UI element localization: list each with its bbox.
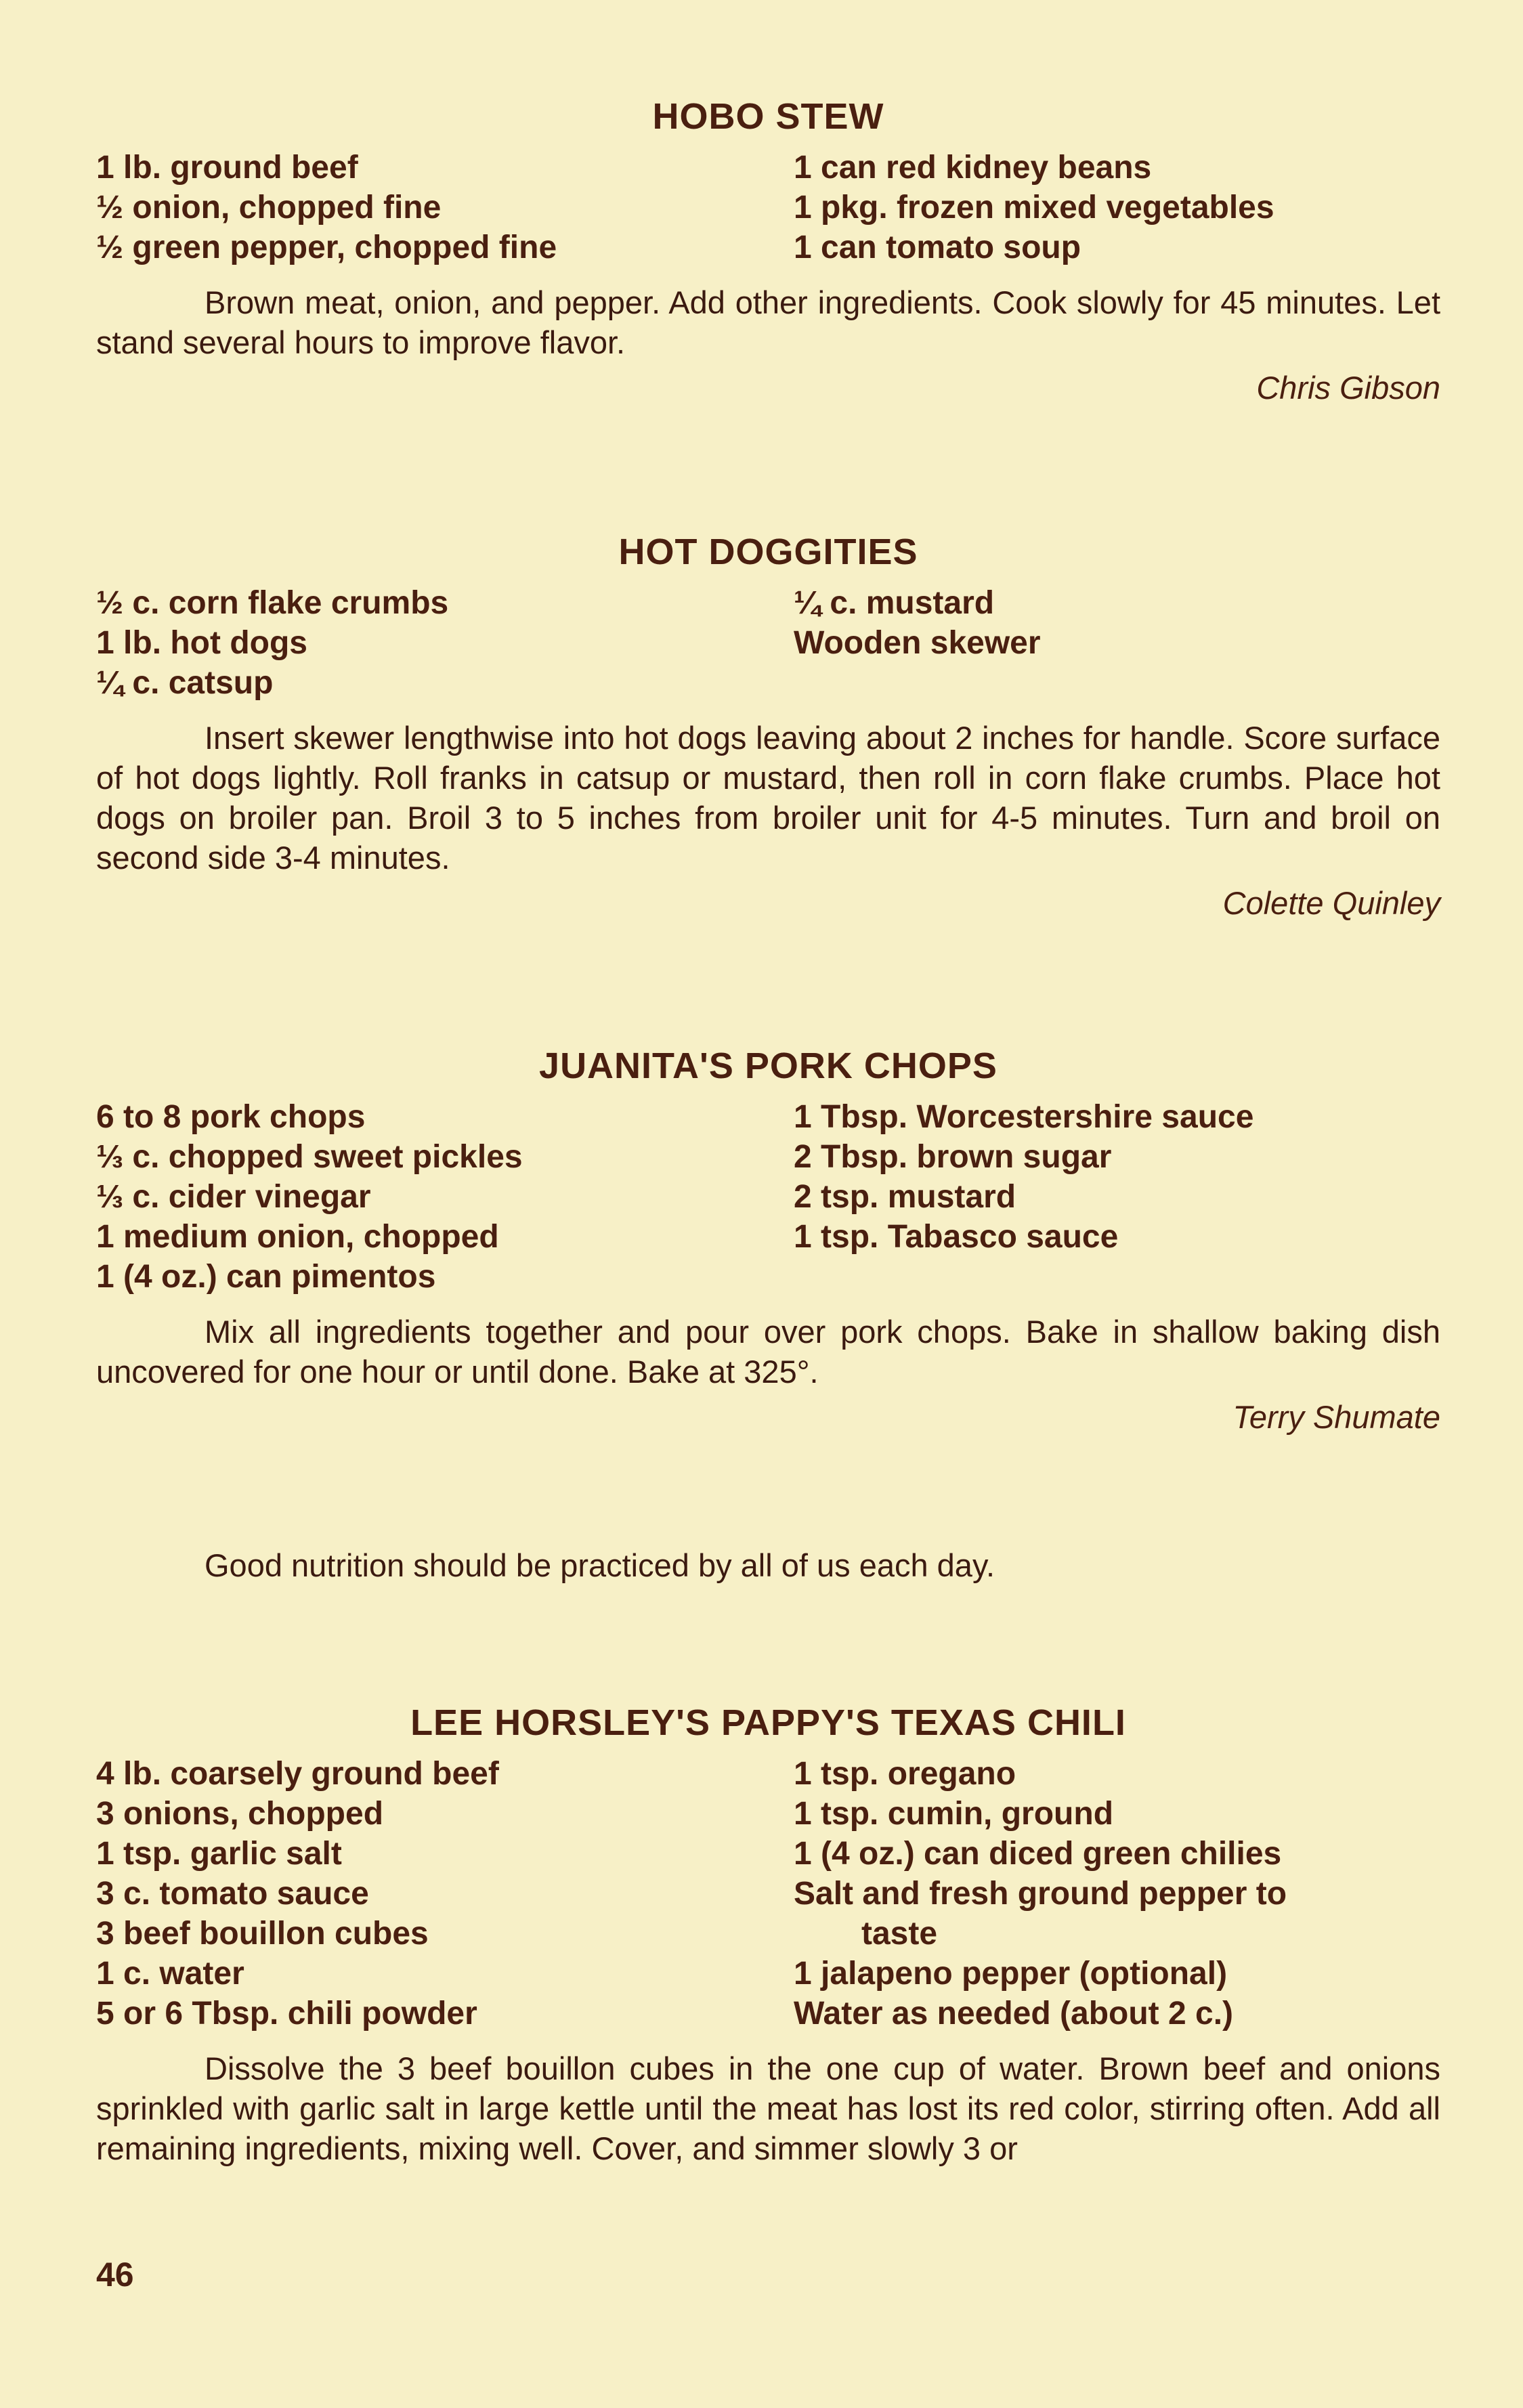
ingredient-column-right [794, 148, 1440, 267]
recipe-directions: Insert skewer lengthwise into hot dogs leaving about 2 inches for handle. Score surface of hot dogs lightly. Roll franks in catsup or mustard, then roll in corn flake crumbs. Place hot dogs on broiler pan. Broil 3 to 5 inches from broiler unit for 4-5 minutes. Turn and broil on second side 3-4 minutes. [96, 720, 1440, 876]
ingredient-column-right [794, 1754, 1440, 2034]
ingredient: ⅓ c. cider vinegar [96, 1179, 371, 1215]
ingredient: Wooden skewer [794, 625, 1041, 661]
ingredient-column-right [794, 1097, 1440, 1297]
recipe-title: HOT DOGGITIES [618, 532, 918, 572]
ingredient: 1 tsp. garlic salt [96, 1836, 342, 1872]
ingredient: Water as needed (about 2 c.) [794, 1996, 1234, 2031]
recipe-title: HOBO STEW [652, 96, 884, 137]
recipe-author: Chris Gibson [1256, 370, 1440, 406]
ingredient: 1 tsp. oregano [794, 1756, 1016, 1792]
ingredient: ¼ c. catsup [96, 665, 274, 701]
recipe-juanitas-pork-chops [96, 1044, 1440, 1438]
recipe-directions: Brown meat, onion, and pepper. Add other ingredients. Cook slowly for 45 minutes. Let stand several hours to improve flavor. [96, 284, 1440, 360]
ingredient: 3 c. tomato sauce [96, 1876, 369, 1912]
ingredient-list [96, 583, 1440, 703]
ingredient: 2 Tbsp. brown sugar [794, 1139, 1112, 1175]
recipe-title: JUANITA'S PORK CHOPS [539, 1046, 998, 1086]
recipe-title: LEE HORSLEY'S PAPPY'S TEXAS CHILI [410, 1702, 1126, 1743]
recipe-author: Colette Quinley [1222, 885, 1440, 921]
ingredient: 3 onions, chopped [96, 1796, 384, 1832]
ingredient: Salt and fresh ground pepper to [794, 1876, 1287, 1912]
ingredient-list [96, 1097, 1440, 1297]
recipe-hot-doggities [96, 530, 1440, 924]
ingredient: 1 tsp. Tabasco sauce [794, 1219, 1119, 1255]
nutrition-note: Good nutrition should be practiced by all of us each day. [205, 1547, 995, 1583]
ingredient: 2 tsp. mustard [794, 1179, 1016, 1215]
ingredient: 1 jalapeno pepper (optional) [794, 1956, 1228, 1992]
ingredient: 1 (4 oz.) can diced green chilies [794, 1836, 1282, 1872]
ingredient: 5 or 6 Tbsp. chili powder [96, 1996, 477, 2031]
ingredient: 1 lb. hot dogs [96, 625, 307, 661]
ingredient: 1 can red kidney beans [794, 150, 1152, 186]
ingredient: 1 Tbsp. Worcestershire sauce [794, 1099, 1254, 1135]
ingredient-column-right [794, 583, 1440, 703]
ingredient [794, 1914, 1440, 1954]
recipe-hobo-stew [96, 95, 1440, 408]
ingredient-column-left [96, 583, 794, 703]
ingredient: ¼ c. mustard [794, 585, 995, 621]
recipe-directions: Mix all ingredients together and pour over pork chops. Bake in shallow baking dish uncovered for one hour or until done. Bake at 325°. [96, 1314, 1440, 1390]
ingredient: 1 c. water [96, 1956, 244, 1992]
ingredient: ½ green pepper, chopped fine [96, 230, 557, 265]
ingredient: 3 beef bouillon cubes [96, 1916, 429, 1952]
ingredient: 1 can tomato soup [794, 230, 1081, 265]
ingredient: 1 tsp. cumin, ground [794, 1796, 1114, 1832]
ingredient: 1 pkg. frozen mixed vegetables [794, 190, 1274, 225]
recipe-author: Terry Shumate [1232, 1399, 1440, 1435]
ingredient: 1 medium onion, chopped [96, 1219, 499, 1255]
ingredient-continuation: taste [861, 1916, 938, 1952]
ingredient: 6 to 8 pork chops [96, 1099, 366, 1135]
ingredient: ½ c. corn flake crumbs [96, 585, 449, 621]
ingredient: ½ onion, chopped fine [96, 190, 442, 225]
ingredient: ⅓ c. chopped sweet pickles [96, 1139, 523, 1175]
ingredient-list [96, 148, 1440, 267]
ingredient: 1 lb. ground beef [96, 150, 358, 186]
ingredient: 1 (4 oz.) can pimentos [96, 1259, 436, 1295]
ingredient-column-left [96, 148, 794, 267]
recipe-directions: Dissolve the 3 beef bouillon cubes in the one cup of water. Brown beef and onions sprinkled with garlic salt in large kettle until the meat has lost its red color, stirring often. Add all remaining ingredients, mixing well. Cover, and simmer slowly 3 or [96, 2050, 1440, 2166]
recipe-pappys-texas-chili [96, 1701, 1440, 2168]
page-number: 46 [96, 2256, 134, 2294]
ingredient-list [96, 1754, 1440, 2034]
ingredient-column-left [96, 1754, 794, 2034]
ingredient: 4 lb. coarsely ground beef [96, 1756, 499, 1792]
ingredient-column-left [96, 1097, 794, 1297]
